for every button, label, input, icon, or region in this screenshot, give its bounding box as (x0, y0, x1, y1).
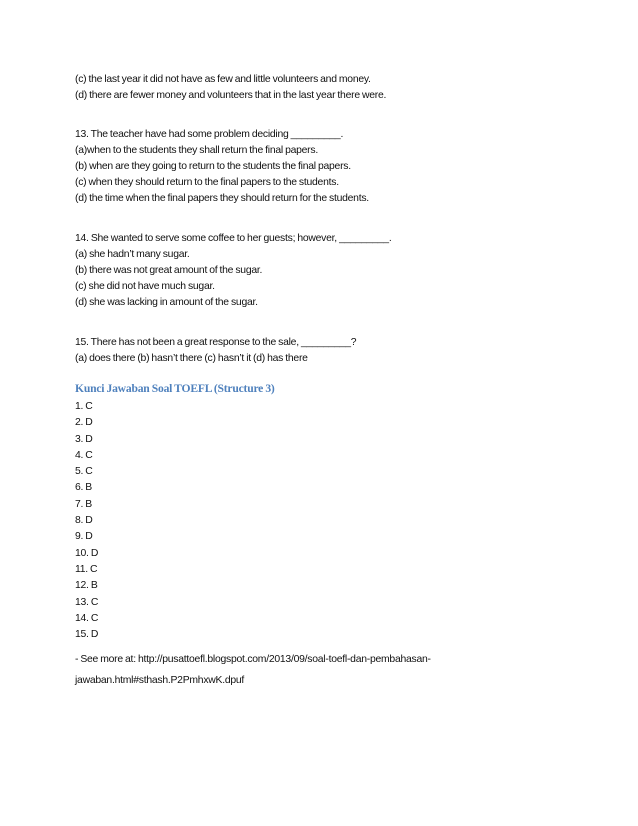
q13-option-b: (b) when are they going to return to the students the final papers. (75, 161, 351, 172)
answer-item: 12. B (75, 580, 98, 592)
answer-item: 14. C (75, 612, 99, 624)
question-14 (75, 231, 575, 311)
answer-item: 10. D (75, 547, 99, 559)
q13-option-d: (d) the time when the final papers they should return for the students. (75, 193, 369, 204)
answer-list (75, 399, 575, 643)
source-line-2: jawaban.html#sthash.P2PmhxwK.dpuf (75, 675, 245, 687)
q12-option-d: (d) there are fewer money and volunteers that in the last year there were. (75, 90, 387, 101)
q15-options: (a) does there (b) hasn’t there (c) hasn’t it (d) has there (75, 353, 308, 364)
answer-item: 3. D (75, 433, 93, 445)
answer-item: 4. C (75, 449, 93, 461)
source-line-1: - See more at: http://pusattoefl.blogspot.com/2013/09/soal-toefl-dan-pembahasan- (75, 654, 431, 666)
answer-item: 7. B (75, 498, 92, 510)
question-12-tail (75, 72, 575, 104)
q15-stem: 15. There has not been a great response to the sale, _________? (75, 337, 357, 348)
answer-item: 5. C (75, 466, 93, 478)
q12-option-c: (c) the last year it did not have as few and little volunteers and money. (75, 74, 371, 85)
answer-item: 8. D (75, 515, 93, 527)
answer-item: 1. C (75, 401, 93, 412)
q14-option-d: (d) she was lacking in amount of the sugar. (75, 297, 258, 308)
question-15 (75, 335, 575, 367)
answer-item: 13. C (75, 596, 99, 608)
answer-item: 9. D (75, 531, 93, 543)
q14-option-b: (b) there was not great amount of the sugar. (75, 265, 263, 276)
q13-option-a: (a)when to the students they shall return the final papers. (75, 145, 318, 156)
answer-item: 11. C (75, 563, 98, 575)
q14-option-c: (c) she did not have much sugar. (75, 281, 215, 292)
q13-stem: 13. The teacher have had some problem deciding _________. (75, 129, 344, 140)
q14-stem: 14. She wanted to serve some coffee to her guests; however, _________. (75, 233, 392, 244)
answer-key-heading: Kunci Jawaban Soal TOEFL (Structure 3) (75, 382, 275, 395)
q13-option-c: (c) when they should return to the final papers to the students. (75, 177, 339, 188)
answer-item: 2. D (75, 417, 93, 429)
source-note (75, 649, 575, 691)
answer-item: 15. D (75, 629, 99, 641)
document-page (75, 72, 575, 691)
q14-option-a: (a) she hadn’t many sugar. (75, 249, 190, 260)
question-13 (75, 127, 575, 207)
answer-item: 6. B (75, 482, 92, 494)
